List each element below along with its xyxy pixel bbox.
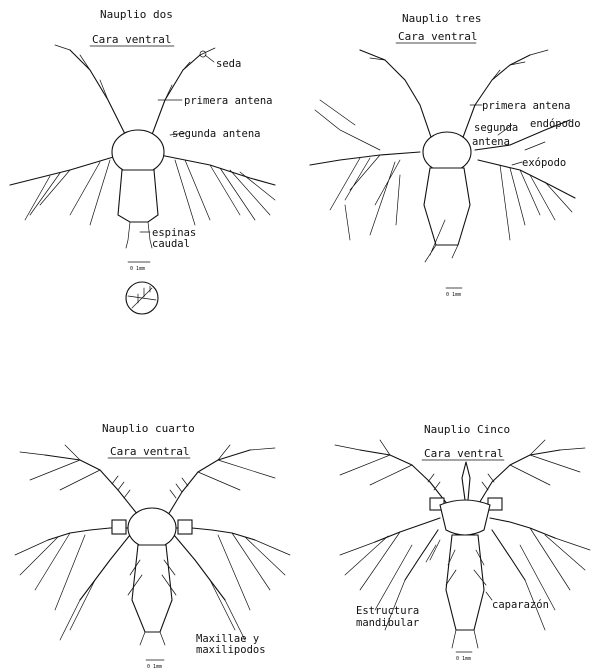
antenna-joint-right <box>488 498 502 510</box>
first-antenna-right <box>168 450 250 515</box>
label-caudal: caudal <box>152 238 190 250</box>
label-antena: antena <box>472 136 510 148</box>
carapace <box>440 500 490 535</box>
second-antenna-left <box>375 518 440 542</box>
label-primera-antena: primera antena <box>482 100 571 112</box>
label-segunda: segunda <box>474 122 519 134</box>
inset-diagram <box>126 282 158 314</box>
label-endopodo: endópodo <box>530 118 581 130</box>
second-antenna-left <box>310 152 420 165</box>
panel-nauplio-cuarto <box>15 422 290 670</box>
nauplius-drawing <box>15 445 290 645</box>
antenna-joint-right <box>178 520 192 534</box>
label-primera-antena: primera antena <box>184 95 273 107</box>
label-maxillae: Maxillae y <box>196 633 260 645</box>
second-antenna-right <box>160 155 275 185</box>
panel-subtitle: Cara ventral <box>398 30 478 43</box>
scale-label: 0 1mm <box>147 664 163 670</box>
cephalothorax <box>423 132 471 172</box>
panel-title: Nauplio dos <box>100 8 173 21</box>
mandibular-structure <box>426 540 440 562</box>
first-antenna-left <box>45 455 138 515</box>
label-segunda-antena: segunda antena <box>172 128 261 140</box>
panel-subtitle: Cara ventral <box>92 33 172 46</box>
panel-nauplio-tres <box>310 12 581 298</box>
trunk <box>446 535 484 630</box>
nauplius-drawing <box>310 50 575 262</box>
trunk <box>132 545 172 632</box>
panel-subtitle: Cara ventral <box>110 445 190 458</box>
cephalothorax <box>112 130 164 174</box>
panel-title: Nauplio Cinco <box>424 423 511 436</box>
label-espinas: espinas <box>152 227 197 239</box>
panel-nauplio-dos <box>10 8 275 314</box>
caudal-spines <box>126 222 152 248</box>
label-mandibular: mandibular <box>356 617 420 629</box>
panel-subtitle: Cara ventral <box>424 447 504 460</box>
panel-title: Nauplio tres <box>402 12 482 25</box>
panel-nauplio-cinco <box>335 423 590 662</box>
antenna-joint-left <box>112 520 126 534</box>
scale-label: 0 1mm <box>130 266 146 272</box>
cephalothorax <box>128 508 176 548</box>
panel-title: Nauplio cuarto <box>102 422 195 435</box>
label-caparazon: caparazón <box>492 599 549 611</box>
trunk <box>118 170 158 222</box>
first-antenna-left <box>70 50 128 140</box>
label-estructura: Estructura <box>356 605 420 617</box>
label-maxilipodos: maxilipodos <box>196 644 266 656</box>
label-exopodo: exópodo <box>522 157 567 169</box>
label-seda: seda <box>216 58 242 70</box>
scale-label: 0 1mm <box>456 656 472 662</box>
trunk <box>424 168 470 245</box>
rostrum <box>462 462 470 500</box>
first-antenna-left <box>360 50 432 140</box>
scale-label: 0 1mm <box>446 292 462 298</box>
nauplius-drawing <box>10 45 275 248</box>
